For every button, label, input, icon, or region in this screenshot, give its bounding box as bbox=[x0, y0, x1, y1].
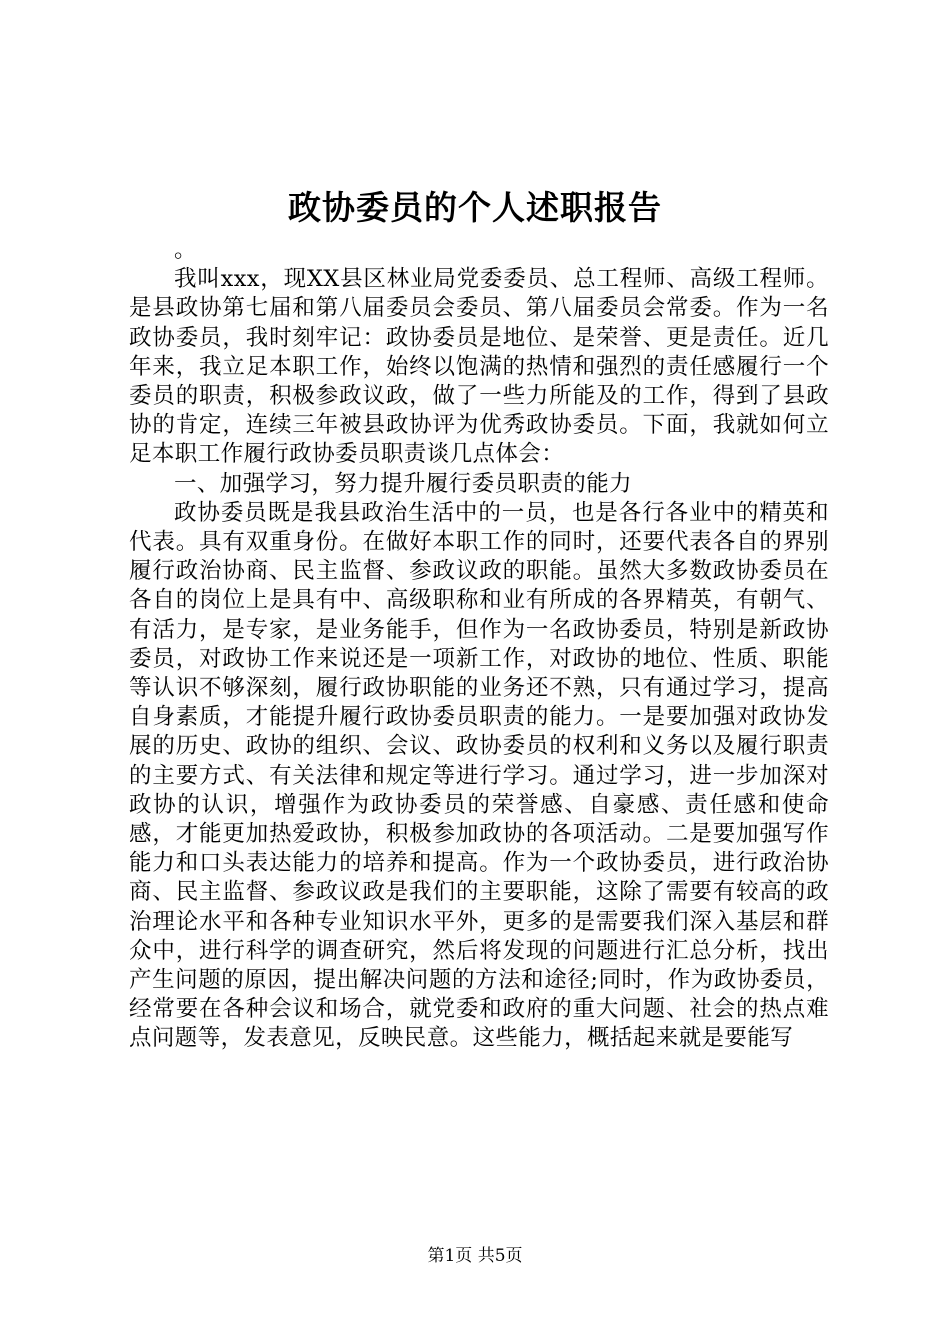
paragraph-introduction: 我叫xxx，现XX县区林业局党委委员、总工程师、高级工程师。是县政协第七届和第八届委员会委员、第八届委员会常委。作为一名政协委员，我时刻牢记：政协委员是地位、是荣誉、更是责任。近几年来，我立足本职工作，始终以饱满的热情和强烈的责任感履行一个委员的职责，积极参政议政，做了一些力所能及的工作，得到了县政协的肯定，连续三年被县政协评为优秀政协委员。下面，我就如何立足本职工作履行政协委员职责谈几点体会： bbox=[129, 266, 829, 468]
paragraph-section-1: 政协委员既是我县政治生活中的一员，也是各行各业中的精英和代表。具有双重身份。在做好本职工作的同时，还要代表各自的界别履行政治协商、民主监督、参政议政的职能。虽然大多数政协委员在各自的岗位上是具有中、高级职称和业有所成的各界精英，有朝气、有活力，是专家，是业务能手，但作为一名政协委员，特别是新政协委员，对政协工作来说还是一项新工作，对政协的地位、性质、职能等认识不够深刻，履行政协职能的业务还不熟，只有通过学习，提高自身素质，才能提升履行政协委员职责的能力。一是要加强对政协发展的历史、政协的组织、会议、政协委员的权利和义务以及履行职责的主要方式、有关法律和规定等进行学习。通过学习，进一步加深对政协的认识，增强作为政协委员的荣誉感、自豪感、责任感和使命感，才能更加热爱政协，积极参加政协的各项活动。二是要加强写作能力和口头表达能力的培养和提高。作为一个政协委员，进行政治协商、民主监督、参政议政是我们的主要职能，这除了需要有较高的政治理论水平和各种专业知识水平外，更多的是需要我们深入基层和群众中，进行科学的调查研究，然后将发现的问题进行汇总分析，找出产生问题的原因，提出解决问题的方法和途径;同时，作为政协委员，经常要在各种会议和场合，就党委和政府的重大问题、社会的热点难点问题等，发表意见，反映民意。这些能力，概括起来就是要能写 bbox=[129, 499, 829, 1052]
document-body bbox=[129, 236, 829, 1054]
section-heading-1: 一、加强学习，努力提升履行委员职责的能力 bbox=[174, 470, 633, 497]
document-title: 政协委员的个人述职报告 bbox=[288, 188, 662, 227]
intro-mark: 。 bbox=[174, 237, 197, 263]
page-footer: 第1页 共5页 bbox=[427, 1246, 523, 1266]
